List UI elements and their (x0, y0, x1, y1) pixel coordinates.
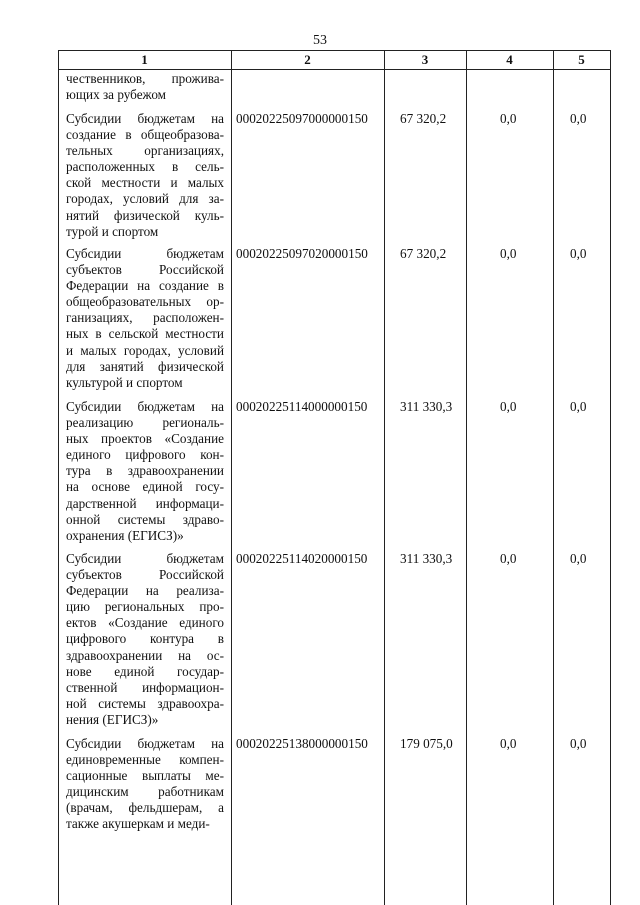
description-line: ных в сельской местности (66, 326, 224, 342)
description-line: онной системы здраво- (66, 511, 224, 527)
col-rule-3 (466, 50, 467, 905)
description-line: ных проектов «Создание (66, 431, 224, 447)
description-line: нове единой государ- (66, 663, 224, 679)
description-line: Субсидии бюджетам на (66, 111, 224, 126)
row-description (66, 399, 224, 544)
amount-cell: 179 075,0 (400, 736, 453, 751)
description-line: охранения (ЕГИСЗ)» (66, 527, 184, 543)
description-line: для занятий физической (66, 358, 224, 374)
amount-cell: 67 320,2 (400, 111, 447, 126)
budget-code-cell: 00020225097000000150 (236, 111, 368, 126)
amount-cell: 67 320,2 (400, 246, 447, 261)
col-rule-0 (58, 50, 59, 905)
col-rule-1 (231, 50, 232, 905)
col5-value-cell: 0,0 (570, 736, 587, 751)
col4-value-cell: 0,0 (500, 551, 517, 566)
description-line: городах, условий для за- (66, 191, 224, 207)
amount-cell: 311 330,3 (400, 399, 453, 414)
budget-code-cell: 00020225114000000150 (236, 399, 368, 414)
description-line: ственной информацион- (66, 679, 224, 695)
col5-value-cell: 0,0 (570, 246, 587, 261)
description-line: Федерации на создание в (66, 278, 224, 294)
table-header-rule (58, 69, 611, 70)
row-description (66, 551, 224, 728)
description-line: ной системы здравоохра- (66, 695, 224, 711)
row-description (66, 246, 224, 391)
description-line: реализацию региональ- (66, 415, 224, 431)
description-line: субъектов Российской (66, 567, 224, 583)
col4-value-cell: 0,0 (500, 399, 517, 414)
description-line: на основе единой госу- (66, 479, 224, 495)
col5-value-cell: 0,0 (570, 399, 587, 414)
header-col-5: 5 (578, 52, 585, 67)
description-line: нения (ЕГИСЗ)» (66, 711, 159, 727)
description-line: чественников, прожива- (66, 71, 224, 86)
description-line: единовременные компен- (66, 752, 224, 768)
description-line: Федерации на реализа- (66, 583, 224, 599)
description-line: создание в общеобразова- (66, 127, 224, 143)
description-line: единого цифрового кон- (66, 447, 224, 463)
budget-code-cell: 00020225097020000150 (236, 246, 368, 261)
col4-value-cell: 0,0 (500, 111, 517, 126)
description-line: тельных организациях, (66, 143, 224, 159)
description-line: Субсидии бюджетам (66, 551, 224, 566)
description-line: расположенных в сель- (66, 159, 224, 175)
description-line: (врачам, фельдшерам, а (66, 800, 224, 816)
description-line: здравоохранении на ос- (66, 647, 224, 663)
col5-value-cell: 0,0 (570, 551, 587, 566)
header-col-1: 1 (141, 52, 148, 67)
row-description (66, 736, 224, 833)
description-line: ектов «Создание единого (66, 615, 224, 631)
description-line: цию региональных про- (66, 599, 224, 615)
col4-value-cell: 0,0 (500, 246, 517, 261)
description-line: ющих за рубежом (66, 87, 167, 103)
description-line: дарственной информаци- (66, 495, 224, 511)
description-line: нятий физической куль- (66, 207, 224, 223)
col-rule-2 (384, 50, 385, 905)
description-line: сационные выплаты ме- (66, 768, 224, 784)
row-description (66, 111, 224, 240)
amount-cell: 311 330,3 (400, 551, 453, 566)
description-line: субъектов Российской (66, 262, 224, 278)
description-line: турой и спортом (66, 223, 159, 239)
description-line: культурой и спортом (66, 374, 183, 390)
row-description (66, 71, 224, 103)
description-line: Субсидии бюджетам на (66, 736, 224, 751)
budget-code-cell: 00020225138000000150 (236, 736, 368, 751)
col-rule-5 (610, 50, 611, 905)
header-col-3: 3 (421, 52, 429, 67)
description-line: Субсидии бюджетам на (66, 399, 224, 414)
description-line: тура в здравоохранении (66, 463, 224, 479)
page-number: 53 (313, 33, 327, 48)
description-line: цифрового контура в (66, 631, 224, 647)
col-rule-4 (553, 50, 554, 905)
description-line: и малых городах, условий (66, 342, 224, 358)
header-col-4: 4 (506, 52, 513, 67)
description-line: Субсидии бюджетам (66, 246, 224, 261)
col4-value-cell: 0,0 (500, 736, 517, 751)
description-line: также акушеркам и меди- (66, 816, 210, 832)
header-col-2: 2 (304, 52, 311, 67)
description-line: ганизациях, расположен- (66, 310, 224, 326)
description-line: ской местности и малых (66, 175, 224, 191)
budget-code-cell: 00020225114020000150 (236, 551, 368, 566)
description-line: общеобразовательных ор- (66, 294, 224, 310)
description-line: дицинским работникам (66, 784, 224, 800)
col5-value-cell: 0,0 (570, 111, 587, 126)
